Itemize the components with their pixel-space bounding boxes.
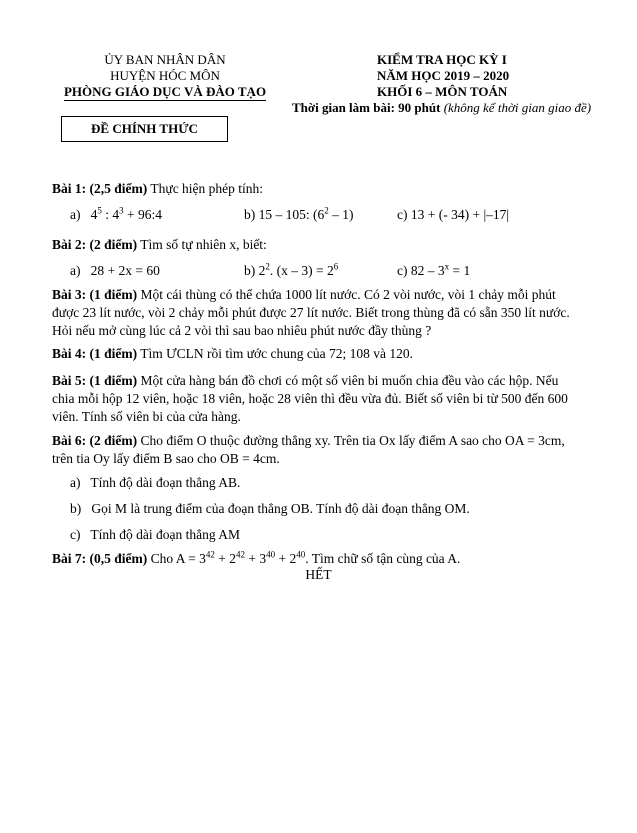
problem-6b: b) Gọi M là trung điểm của đoạn thẳng OB. Tính độ dài đoạn thẳng OM. [70,501,470,516]
problem-2-heading: Bài 2: (2 điểm) Tìm số tự nhiên x, biết: [52,237,267,252]
problem-1-heading: Bài 1: (2,5 điểm) Thực hiện phép tính: [52,181,264,196]
exam-info-block [292,52,600,116]
problem-6a: a) Tính độ dài đoạn thẳng AB. [70,475,241,490]
school-year: NĂM HỌC 2019 – 2020 [377,68,510,83]
issuer-line-3: PHÒNG GIÁO DỤC VÀ ĐÀO TẠO [63,84,267,99]
issuer-line-2: HUYỆN HÓC MÔN [110,68,220,83]
problem-2a: a) 28 + 2x = 60 [70,263,160,278]
problem-5 [52,372,592,426]
problem-2c: c) $82 - 3^x = 1$ [397,261,471,278]
end-marker: HẾT [305,567,332,582]
problem-4: Bài 4: (1 điểm) Tìm ƯCLN rồi tìm ước chung của 72; 108 và 120. [52,346,414,361]
problem-6-line-2: trên tia Oy lấy điểm B sao cho OB = 4cm. [52,451,280,466]
time-limit: Thời gian làm bài: 90 phút (không kể thời gian giao đề) [292,100,592,115]
problem-1c: c) 13 + (- 34) + |–17| [397,207,510,222]
problem-3-line-1: Bài 3: (1 điểm) Một cái thùng có thể chứa 1000 lít nước. Có 2 vòi nước, vòi 1 chảy mỗi phút [52,287,556,302]
exam-title: KIỂM TRA HỌC KỲ I [377,52,507,67]
problem-5-line-1: Bài 5: (1 điểm) Một cửa hàng bán đồ chơi có một số viên bi muốn chia đều vào các hộp. Nếu [52,373,559,388]
problem-1b: b) 15 – 105: $(6^2 - 1)$ [244,205,354,222]
grade-subject: KHỐI 6 – MÔN TOÁN [377,84,508,99]
problem-6c: c) Tính độ dài đoạn thẳng AM [70,527,240,542]
problem-3-line-3: Hỏi nếu mở cùng lúc cả 2 vòi thì sau bao nhiêu phút nước đầy thùng ? [52,323,432,338]
problem-6-line-1: Bài 6: (2 điểm) Cho điểm O thuộc đường thẳng xy. Trên tia Ox lấy điểm A sao cho OA = 3cm, [52,433,565,448]
problem-5-line-2: chia mỗi hộp 12 viên, hoặc 18 viên, hoặc 28 viên thì đều vừa đủ. Biết số viên bi từ 500 đến 600 [52,391,568,406]
issuer-line-1: ỦY BAN NHÂN DÂN [104,52,226,67]
problem-1a: a) $4^5$ : $4^3$ + 96:4 [70,205,163,222]
issuer-block [60,52,270,101]
problem-6 [52,432,592,468]
problem-7: Bài 7: (0,5 điểm) Cho $A = 3^{42} + 2^{42} + 3^{40} + 2^{40}$. Tìm chữ số tận cùng của A. [52,549,461,566]
official-exam-box: ĐỀ CHÍNH THỨC [61,116,228,142]
problem-2b: b) $2^2$. $(x - 3) = 2^6$ [244,261,339,278]
problem-3-line-2: được 23 lít nước, vòi 2 chảy mỗi phút được 27 lít nước. Biết trong thùng đã có sẵn 350 lít nước. [52,305,570,320]
problem-3 [52,286,592,340]
problem-5-line-3: viên. Tính số viên bi của cửa hàng. [52,409,241,424]
